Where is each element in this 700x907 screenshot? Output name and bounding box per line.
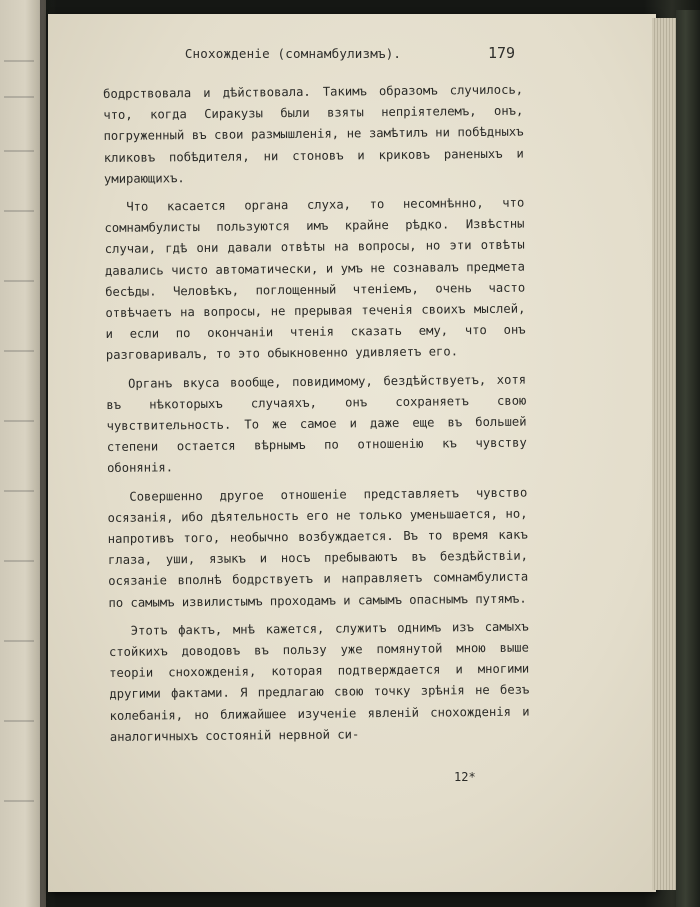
facing-page-text-line — [4, 420, 34, 422]
facing-page-text-line — [4, 280, 34, 282]
paragraph: Совершенно другое отношеніе представляетъ чувство осязанія, ибо дѣятельность его не только уменьшается, но, напротивъ того, необычно возбуждается. Въ то время какъ глаза, уши, языкъ и носъ пребываютъ въ бездѣйствіи, осязаніе вполнѣ бодрствуетъ и направляетъ сомнамбулиста по самымъ извилистымъ проходамъ и самымъ опаснымъ путямъ. — [107, 485, 529, 610]
facing-page-text-line — [4, 490, 34, 492]
facing-page-text-line — [4, 560, 34, 562]
facing-page-text-line — [4, 60, 34, 62]
facing-page-text-line — [4, 640, 34, 642]
body-text — [103, 80, 530, 755]
page-number: 179 — [488, 44, 516, 62]
running-head: Снохожденіе (сомнамбулизмъ). — [184, 46, 402, 61]
facing-page-text-line — [4, 210, 34, 212]
paragraph: Что касается органа слуха, то несомнѣнно, что сомнамбулисты пользуются имъ крайне рѣдко. Извѣстны случаи, гдѣ они давали отвѣты на вопросы, но эти отвѣты давались чисто автоматически, и умъ не сознавалъ предмета бесѣды. Человѣкъ, поглощенный чтеніемъ, очень часто отвѣчаетъ на вопросы, не прерывая теченія своихъ мыслей, и если по окончаніи чтенія сказать ему, что онъ разговаривалъ, то это обыкновенно удивляетъ его. — [104, 195, 526, 363]
paragraph: Органъ вкуса вообще, повидимому, бездѣйствуетъ, хотя въ нѣкоторыхъ случаяхъ, онъ сохраняетъ свою чувствительность. То же самое и даже еще въ большей степени остается вѣрнымъ по отношенію къ чувству обонянія. — [106, 372, 527, 476]
book-cover-edge — [676, 10, 700, 907]
page-block-edges — [652, 18, 676, 890]
paragraph: Этотъ фактъ, мнѣ кажется, служитъ однимъ изъ самыхъ стойкихъ доводовъ въ пользу уже помянутой мною выше теоріи снохожденія, которая подтверждается и многими другими фактами. Я предлагаю свою точку зрѣнія не безъ колебанія, но ближайшее изученіе явленій снохожденія и аналогичныхъ состояній нервной си- — [108, 619, 530, 744]
paragraph: бодрствовала и дѣйствовала. Такимъ образомъ случилось, что, когда Сиракузы были взяты непріятелемъ, онъ, погруженный въ свои размышленія, не замѣтилъ ни побѣдныхъ кликовъ побѣдителя, ни стоновъ и криковъ раненыхъ и умирающихъ. — [103, 82, 524, 186]
facing-page-text-line — [4, 720, 34, 722]
facing-page-text-line — [4, 96, 34, 98]
facing-page-text-line — [4, 350, 34, 352]
signature-mark: 12* — [454, 770, 476, 784]
facing-page-text-line — [4, 150, 34, 152]
facing-page-text-line — [4, 800, 34, 802]
